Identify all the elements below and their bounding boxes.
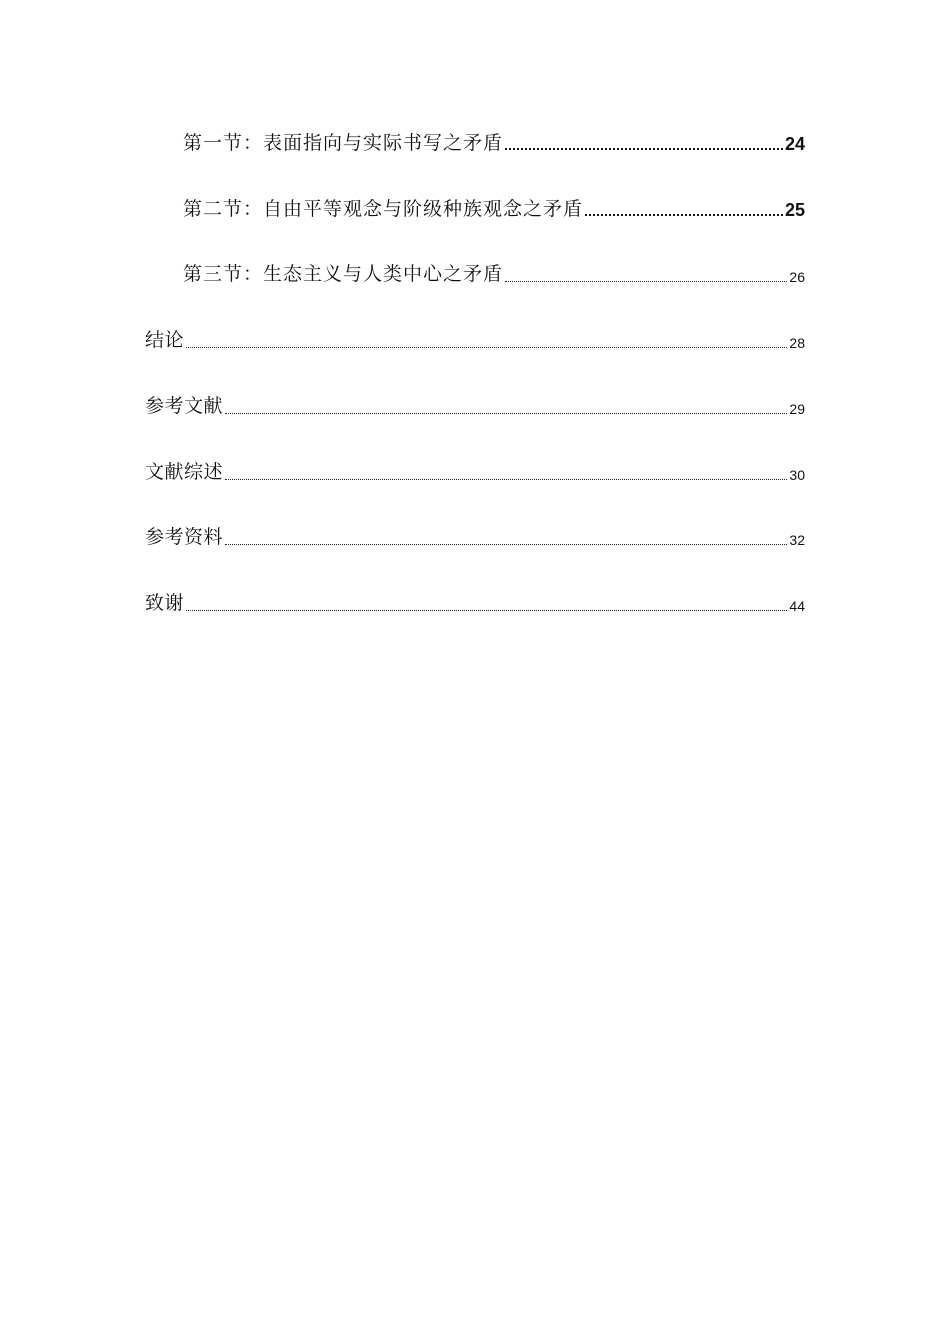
toc-entry-page-number: 32 [789,532,805,548]
toc-entry-title: 第二节：自由平等观念与阶级种族观念之矛盾 [183,198,584,220]
toc-entry-title: 文献综述 [145,461,224,483]
toc-entry-title: 参考资料 [145,526,224,548]
toc-entry-conclusion[interactable] [145,323,805,353]
toc-entry-page-number: 25 [784,200,805,220]
toc-entry-title: 第三节：生态主义与人类中心之矛盾 [183,263,504,285]
toc-entry-section-1[interactable] [183,126,805,156]
dot-leader [225,413,787,414]
toc-entry-page-number: 44 [789,598,805,614]
toc-entry-title: 第一节：表面指向与实际书写之矛盾 [183,132,504,154]
toc-entry-page-number: 28 [789,335,805,351]
toc-entry-references[interactable] [145,389,805,419]
dot-leader [505,281,787,282]
dot-leader [505,148,783,150]
dot-leader [585,214,783,216]
toc-entry-section-3[interactable] [183,257,805,287]
dot-leader [225,479,787,480]
dot-leader [225,544,787,545]
dot-leader [186,610,787,611]
toc-entry-literature-review[interactable] [145,455,805,485]
toc-entry-title: 参考文献 [145,395,224,417]
toc-entry-title: 致谢 [145,592,185,614]
toc-entry-title: 结论 [145,329,185,351]
toc-entry-page-number: 26 [789,269,805,285]
toc-entry-page-number: 30 [789,467,805,483]
toc-entry-page-number: 29 [789,401,805,417]
toc-entry-acknowledgements[interactable] [145,586,805,616]
toc-entry-reference-materials[interactable] [145,520,805,550]
toc-entry-page-number: 24 [784,134,805,154]
dot-leader [186,347,787,348]
toc-entry-section-2[interactable] [183,192,805,222]
